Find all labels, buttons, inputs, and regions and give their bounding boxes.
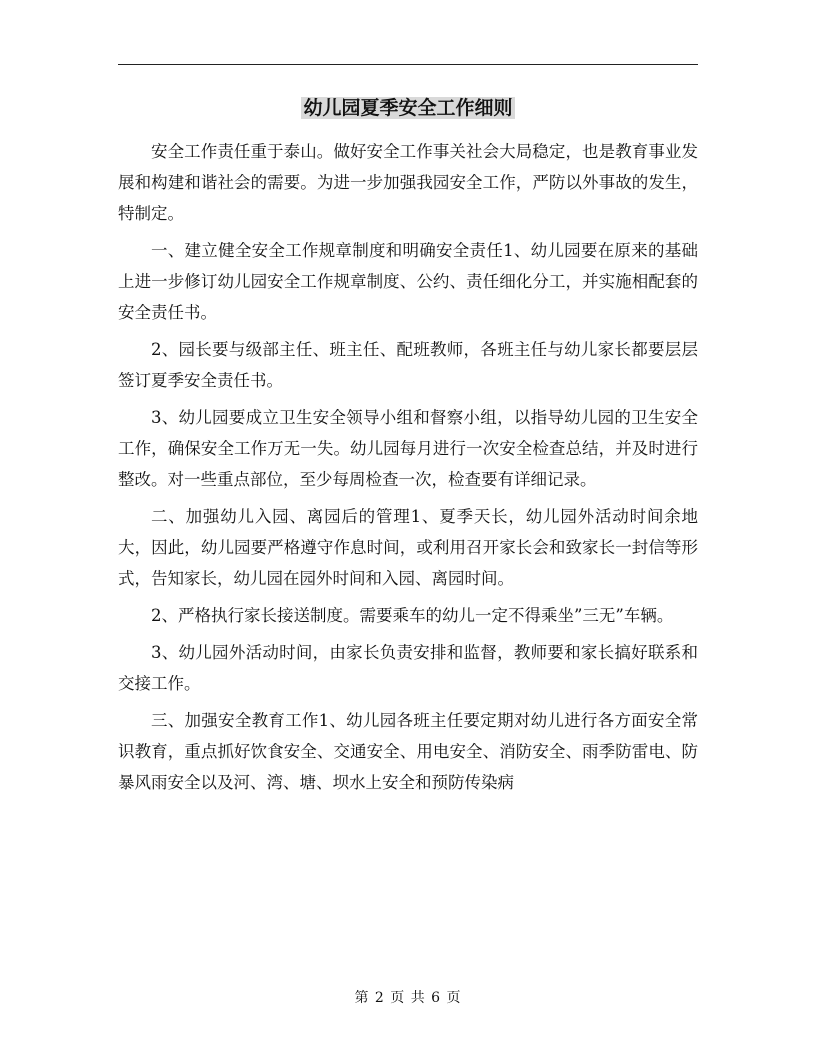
paragraph-section-2: 二、加强幼儿入园、离园后的管理1、夏季天长，幼儿园外活动时间余地大，因此，幼儿园要严格遵守作息时间，或利用召开家长会和致家长一封信等形式，告知家长，幼儿园在园外时间和入园、离园时间。 <box>118 507 698 588</box>
document-title-text: 幼儿园夏季安全工作细则 <box>303 97 513 119</box>
header-rule <box>118 64 698 65</box>
paragraph-section-2-item-3: 3、幼儿园外活动时间，由家长负责安排和监督，教师要和家长搞好联系和交接工作。 <box>118 643 698 693</box>
paragraph-section-1: 一、建立健全安全工作规章制度和明确安全责任1、幼儿园要在原来的基础上进一步修订幼儿园安全工作规章制度、公约、责任细化分工，并实施相配套的安全责任书。 <box>118 241 698 322</box>
document-body <box>118 136 698 804</box>
paragraph-section-2-item-2: 2、严格执行家长接送制度。需要乘车的幼儿一定不得乘坐”三无”车辆。 <box>151 606 674 625</box>
page-number: 第 2 页 共 6 页 <box>354 990 462 1006</box>
paragraph-section-1-item-3: 3、幼儿园要成立卫生安全领导小组和督察小组，以指导幼儿园的卫生安全工作，确保安全工作万无一失。幼儿园每月进行一次安全检查总结，并及时进行整改。对一些重点部位，至少每周检查一次，检查要有详细记录。 <box>118 408 698 489</box>
paragraph-intro: 安全工作责任重于泰山。做好安全工作事关社会大局稳定，也是教育事业发展和构建和谐社会的需要。为进一步加强我园安全工作，严防以外事故的发生，特制定。 <box>118 142 698 223</box>
paragraph-section-3: 三、加强安全教育工作1、幼儿园各班主任要定期对幼儿进行各方面安全常识教育，重点抓好饮食安全、交通安全、用电安全、消防安全、雨季防雷电、防暴风雨安全以及河、湾、塘、坝水上安全和预防传染病 <box>118 711 698 792</box>
paragraph-section-1-item-2: 2、园长要与级部主任、班主任、配班教师，各班主任与幼儿家长都要层层签订夏季安全责任书。 <box>118 340 698 390</box>
document-title <box>0 94 816 122</box>
